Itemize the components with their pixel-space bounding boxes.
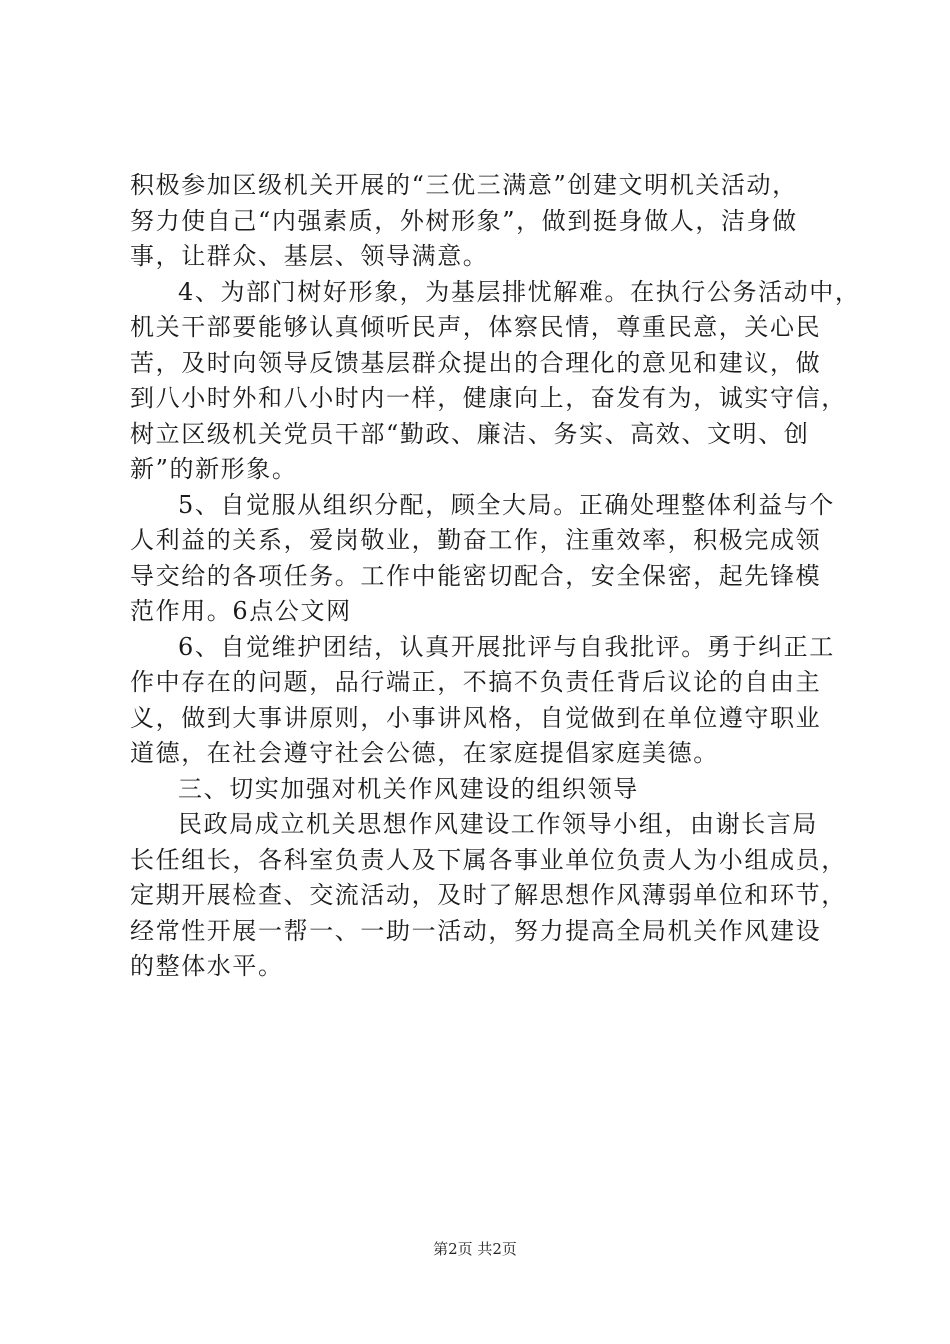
text-line: 新”的新形象。: [130, 455, 298, 483]
text-line: 作中存在的问题，品行端正，不搞不负责任背后议论的自由主: [130, 668, 822, 696]
text-line: 4、为部门树好形象，为基层排忧解难。在执行公务活动中，: [178, 277, 861, 306]
text-line: 积极参加区级机关开展的“三优三满意”创建文明机关活动，: [130, 171, 798, 199]
text-line: 道德，在社会遵守社会公德，在家庭提倡家庭美德。: [130, 739, 719, 767]
text-line: 的整体水平。: [130, 952, 284, 980]
text-line: 经常性开展一帮一、一助一活动，努力提高全局机关作风建设: [130, 916, 822, 945]
text-line: 长任组长，各科室负责人及下属各事业单位负责人为小组成员，: [130, 845, 847, 874]
text-line: 民政局成立机关思想作风建设工作领导小组，由谢长言局: [178, 810, 818, 838]
text-line: 树立区级机关党员干部“勤政、廉洁、务实、高效、文明、创: [130, 419, 810, 448]
page-footer: 第2页 共2页: [433, 1240, 517, 1258]
text-line: 义，做到大事讲原则，小事讲风格，自觉做到在单位遵守职业: [130, 703, 822, 732]
body-text: [130, 168, 861, 985]
text-line: 5、自觉服从组织分配，顾全大局。正确处理整体利益与个: [178, 490, 835, 519]
text-line: 人利益的关系，爱岗敬业，勤奋工作，注重效率，积极完成领: [130, 526, 822, 554]
text-line: 苦，及时向领导反馈基层群众提出的合理化的意见和建议，做: [130, 348, 822, 377]
text-line: 6、自觉维护团结，认真开展批评与自我批评。勇于纠正工: [178, 632, 835, 661]
text-line: 范作用。6点公文网: [130, 597, 352, 625]
text-line: 定期开展检查、交流活动，及时了解思想作风薄弱单位和环节，: [130, 881, 847, 909]
text-line: 导交给的各项任务。工作中能密切配合，安全保密，起先锋模: [130, 561, 822, 590]
text-line: 努力使自己“内强素质，外树形象”，做到挺身做人，洁身做: [130, 206, 798, 235]
text-line: 到八小时外和八小时内一样，健康向上，奋发有为，诚实守信，: [130, 384, 847, 412]
text-line: 三、切实加强对机关作风建设的组织领导: [178, 774, 639, 803]
text-line: 事，让群众、基层、领导满意。: [130, 242, 489, 270]
text-line: 机关干部要能够认真倾听民声，体察民情，尊重民意，关心民: [130, 313, 822, 341]
